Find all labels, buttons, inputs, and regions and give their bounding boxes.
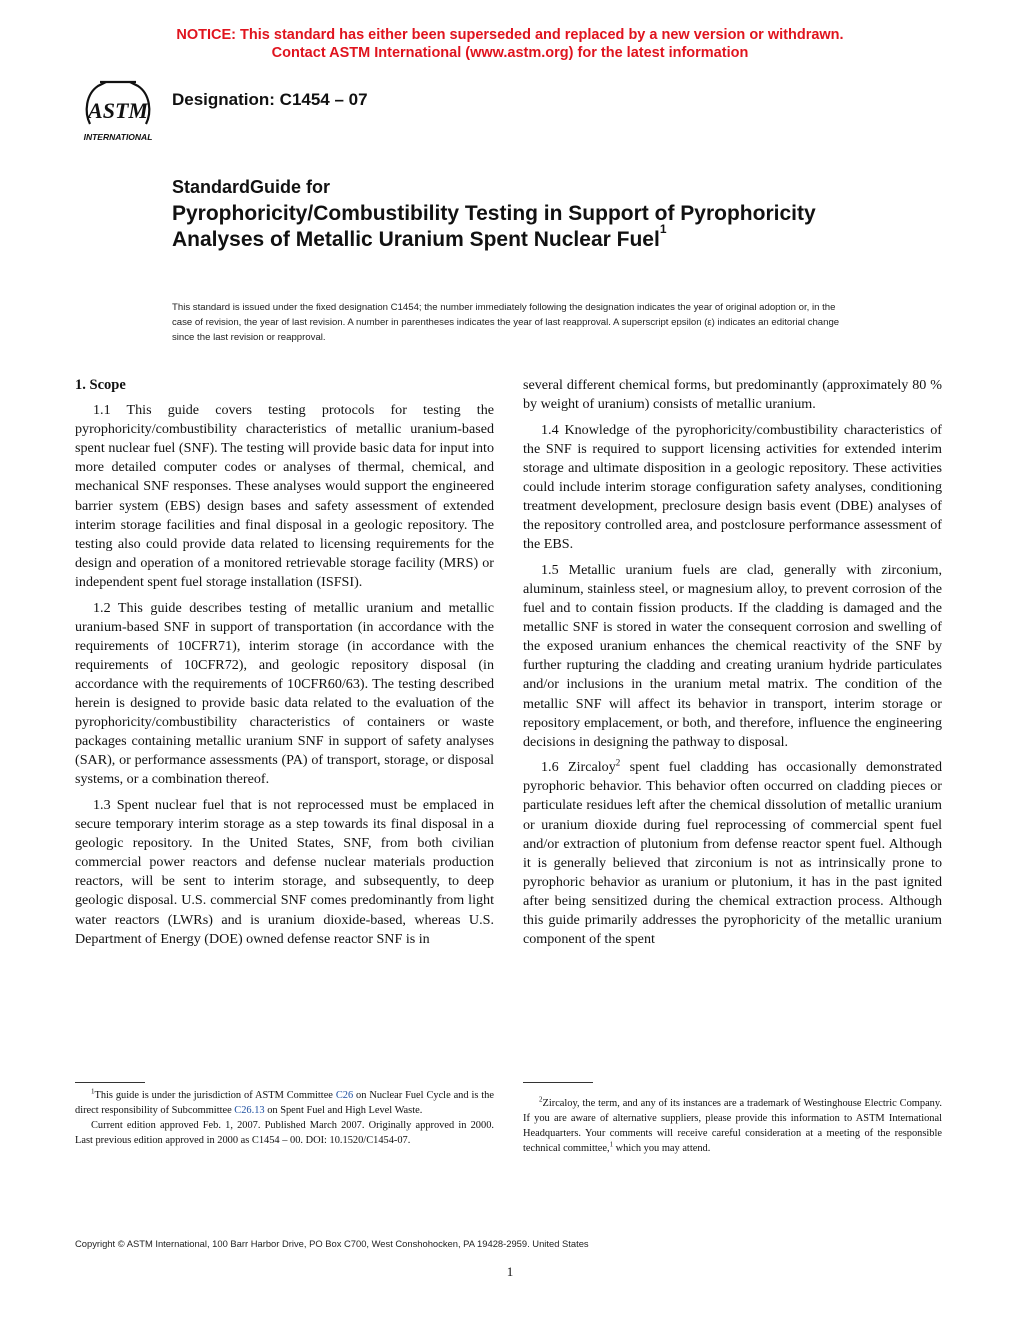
- page-number: 1: [506, 1264, 514, 1279]
- footnote-1-part-b: on Nuclear Fuel Cycle and is the direct responsibility of Subcommittee: [75, 1090, 494, 1116]
- designation-note: This standard is issued under the fixed designation C1454; the number immediately following the designation indicates the year of original adoption or, in the case of revision, the year of last revision. A number in parentheses indicates the year of last reapproval. A superscript epsilon (ε) indicates an editorial change since the last revision or reapproval.: [172, 302, 840, 343]
- committee-c26-link[interactable]: C26: [335, 1090, 354, 1101]
- footnote-1: [75, 1088, 494, 1148]
- logo-subtext: INTERNATIONAL: [83, 132, 153, 142]
- footnote-2: [523, 1096, 942, 1156]
- footnote-1-part-c: on Spent Fuel and High Level Waste.: [264, 1105, 423, 1116]
- footnote-1-mark: 1: [91, 1087, 95, 1096]
- paragraph-1-1: 1.1 This guide covers testing protocols for testing the pyrophoricity/combustibility characteristics of metallic uranium-based spent nuclear fuel (SNF). The testing will provide basic data for input into more detailed computer codes or analyses of thermal, chemical, and mechanical SNF responses. These analyses would support the engineered barrier system (EBS) design bases and safety assessment of extended interim storage facilities and final disposal in a geologic repository. The testing also could provide data related to licensing requirements for the design and operation of a monitored retrievable storage facility (MRS) or independent spent fuel storage installation (ISFSI).: [75, 402, 494, 590]
- logo-text: ASTM: [88, 98, 148, 123]
- footnote-2-text: [523, 1096, 942, 1156]
- footnote-1-part-a: This guide is under the jurisdiction of ASTM Committee: [94, 1090, 336, 1101]
- notice-line-2: Contact ASTM International (www.astm.org) for the latest information: [271, 45, 749, 61]
- title-footnote-mark: 1: [659, 222, 667, 236]
- paragraph-1-4: 1.4 Knowledge of the pyrophoricity/combustibility characteristics of the SNF is required to support licensing activities for extended interim storage and ultimate disposition in a geologic repository. These activities could include interim storage configuration safety analyses, conditioning treatment development, preclosure design basis event (DBE) analyses of the repository controlled area, and postclosure performance assessment of the EBS.: [523, 421, 942, 553]
- footnote-rule-left: [75, 1082, 145, 1083]
- title-block: [172, 176, 872, 253]
- designation: Designation: C1454 – 07: [172, 90, 368, 109]
- footnote-1-edition: Current edition approved Feb. 1, 2007. Published March 2007. Originally approved in 2000. Last previous edition approved in 2000 as C1454 – 00. DOI: 10.1520/C1454-07.: [75, 1120, 494, 1146]
- footnote-2-body: Zircaloy, the term, and any of its instances are a trademark of Westinghouse Electric Company. If you are aware of alternative suppliers, please provide this information to ASTM International Headquarters. Your comments will receive careful consideration at a meeting of the responsible technical committee,: [523, 1098, 942, 1154]
- astm-logo: [76, 78, 160, 144]
- copyright-line: Copyright © ASTM International, 100 Barr Harbor Drive, PO Box C700, West Conshohocken, PA 19428-2959. United States: [75, 1238, 589, 1249]
- footnote-2-ref: 2: [615, 757, 621, 768]
- paragraph-1-3: 1.3 Spent nuclear fuel that is not reprocessed must be emplaced in secure temporary interim storage as a step towards its final disposal in a geologic repository. In the United States, SNF, from both civilian commercial power reactors and defense nuclear materials production reactors, will be sent to interim storage, and subsequently, to deep geologic disposal. U.S. commercial SNF comes predominantly from light water reactors (LWRs) and is uranium dioxide-based, whereas U.S. Department of Energy (DOE) owned defense reactor SNF is in: [75, 796, 494, 947]
- title-prefix: StandardGuide for: [172, 177, 331, 197]
- section-heading-scope: 1. Scope: [75, 377, 126, 393]
- paragraph-1-6-start: 1.6 Zircaloy: [541, 759, 616, 776]
- right-column: [523, 376, 942, 956]
- subcommittee-c26-13-link[interactable]: C26.13: [234, 1105, 265, 1116]
- title-text: Pyrophoricity/Combustibility Testing in Support of Pyrophoricity Analyses of Metallic Uranium Spent Nuclear Fuel: [172, 202, 816, 251]
- left-column: [75, 376, 494, 955]
- footnote-2-mark: 2: [539, 1095, 543, 1104]
- paragraph-1-5: 1.5 Metallic uranium fuels are clad, generally with zirconium, aluminum, stainless steel, or magnesium alloy, to prevent corrosion of the fuel and to contain fission products. If the cladding is damaged and the metallic SNF is stored in water the consequent corrosion and swelling of the exposed uranium enhances the chemical reactivity of the SNF by further rupturing the cladding and creating uranium hydride particulates and/or inclusions in the uranium metal matrix. The condition of the metallic SNF will affect its behavior in transport, interim storage or repository emplacement, or both, and therefore, influence the engineering decisions in designing the pathway to disposal.: [523, 561, 942, 750]
- footnote-2-end: which you may attend.: [613, 1143, 711, 1154]
- footnote-2-ref-1: 1: [609, 1140, 614, 1149]
- footnote-rule-right: [523, 1082, 593, 1083]
- footnote-1-text: [75, 1088, 494, 1118]
- document-title: [172, 201, 872, 253]
- paragraph-1-2: 1.2 This guide describes testing of metallic uranium and metallic uranium-based SNF in support of transportation (in accordance with the requirements of 10CFR71), interim storage (in accordance with the requirements of 10CFR72), and geologic repository disposal (in accordance with the requirements of 10CFR60/63). The testing described herein is designed to provide basic data related to the evaluation of the pyrophoricity/combustibility characteristics of containers or waste packages containing metallic uranium SNF in support of safety analyses (SAR), or performance assessments (PA) of transport, storage, or disposal systems, or a combination thereof.: [75, 599, 494, 788]
- paragraph-1-3-continued: several different chemical forms, but predominantly (approximately 80 % by weight of uranium) consists of metallic uranium.: [523, 377, 942, 413]
- paragraph-1-6: [523, 758, 942, 949]
- notice-line-1: NOTICE: This standard has either been superseded and replaced by a new version or withdrawn.: [176, 27, 844, 43]
- withdrawn-notice: [0, 26, 1020, 62]
- paragraph-1-6-rest: spent fuel cladding has occasionally demonstrated pyrophoric behavior. This behavior often occurred on cladding pieces or particulate residues left after the chemical dissolution of metallic uranium or uranium dioxide during fuel reprocessing of commercial spent fuel and/or extraction of plutonium from defense reactor spent fuel. Although it is generally believed that zirconium is not as intrinsically prone to pyrophoric behavior as uranium or plutonium, it has in the past ignited after being sensitized during the chemical extraction process. Although this guide primarily addresses the pyrophoricity of the metallic uranium component of the spent: [523, 759, 942, 948]
